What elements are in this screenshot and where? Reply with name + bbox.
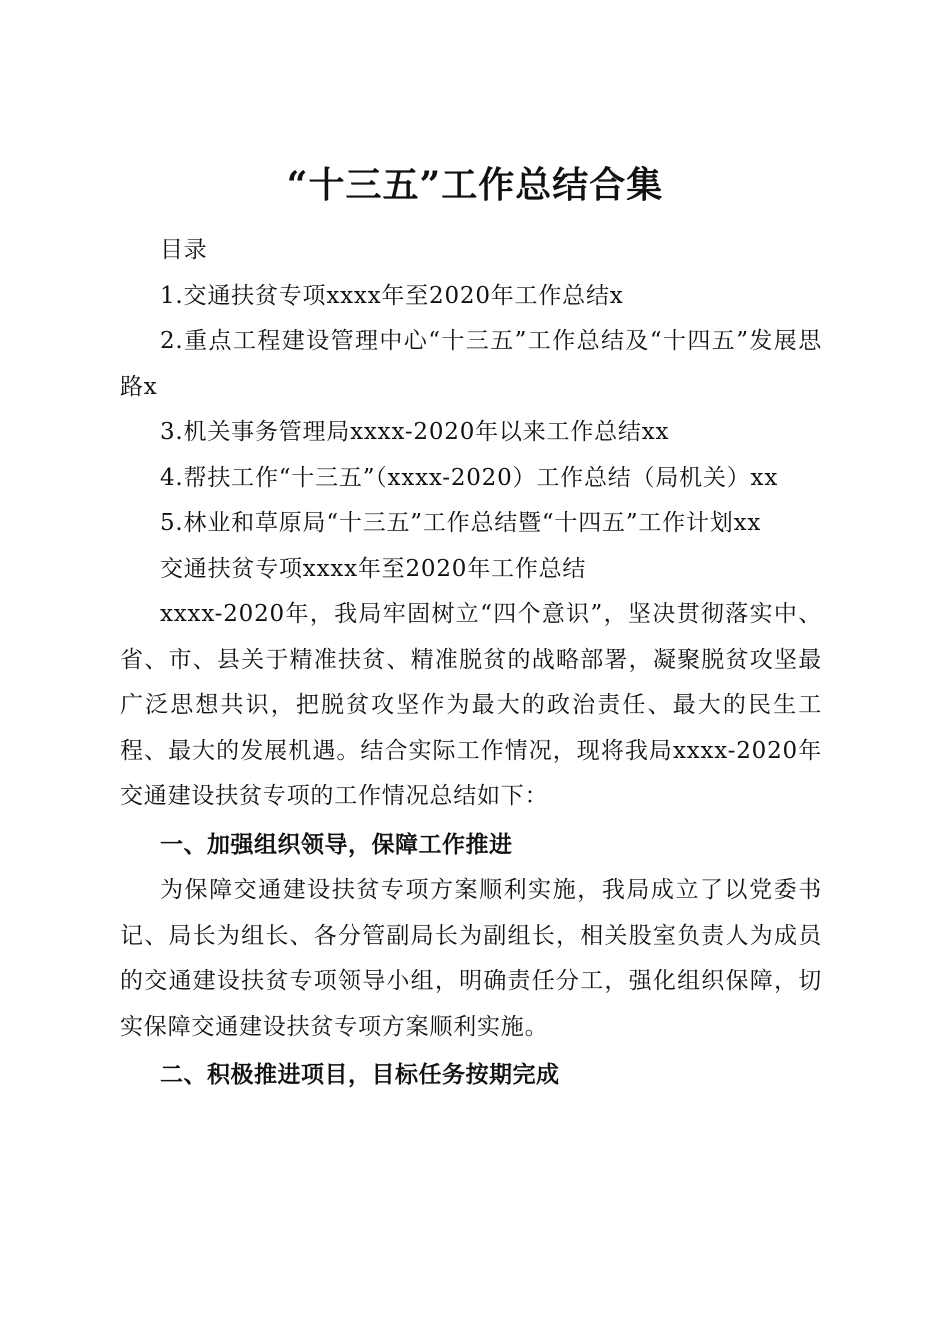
section-title: 交通扶贫专项xxxx年至2020年工作总结 <box>160 555 587 582</box>
toc-item-3: 3.机关事务管理局xxxx-2020年以来工作总结xx <box>160 419 670 445</box>
toc-item-1: 1.交通扶贫专项xxxx年至2020年工作总结x <box>160 282 624 309</box>
intro-paragraph: xxxx-2020年，我局牢固树立“四个意识”，坚决贯彻落实中、省、市、县关于精准扶贫、精准脱贫的战略部署，凝聚脱贫攻坚最广泛思想共识，把脱贫攻坚作为最大的政治责任、最大的民生工程、最大的发展机遇。结合实际工作情况，现将我局xxxx-2020年交通建设扶贫专项的工作情况总结如下： <box>120 601 822 809</box>
document-title: “十三五”工作总结合集 <box>286 164 664 207</box>
toc-item-5: 5.林业和草原局“十三五”工作总结暨“十四五”工作计划xx <box>160 510 762 536</box>
section-heading-2: 二、积极推进项目，目标任务按期完成 <box>160 1062 560 1088</box>
toc-item-2: 2.重点工程建设管理中心“十三五”工作总结及“十四五”发展思路x <box>120 328 822 400</box>
document-body <box>120 228 822 1099</box>
section-heading-1: 一、加强组织领导，保障工作推进 <box>160 831 513 858</box>
toc-heading: 目录 <box>160 237 208 263</box>
toc-item-4: 4.帮扶工作“十三五”（xxxx-2020）工作总结（局机关）xx <box>160 464 779 491</box>
section-paragraph-1: 为保障交通建设扶贫专项方案顺利实施，我局成立了以党委书记、局长为组长、各分管副局长为副组长，相关股室负责人为成员的交通建设扶贫专项领导小组，明确责任分工，强化组织保障，切实保障交通建设扶贫专项方案顺利实施。 <box>120 877 822 1040</box>
